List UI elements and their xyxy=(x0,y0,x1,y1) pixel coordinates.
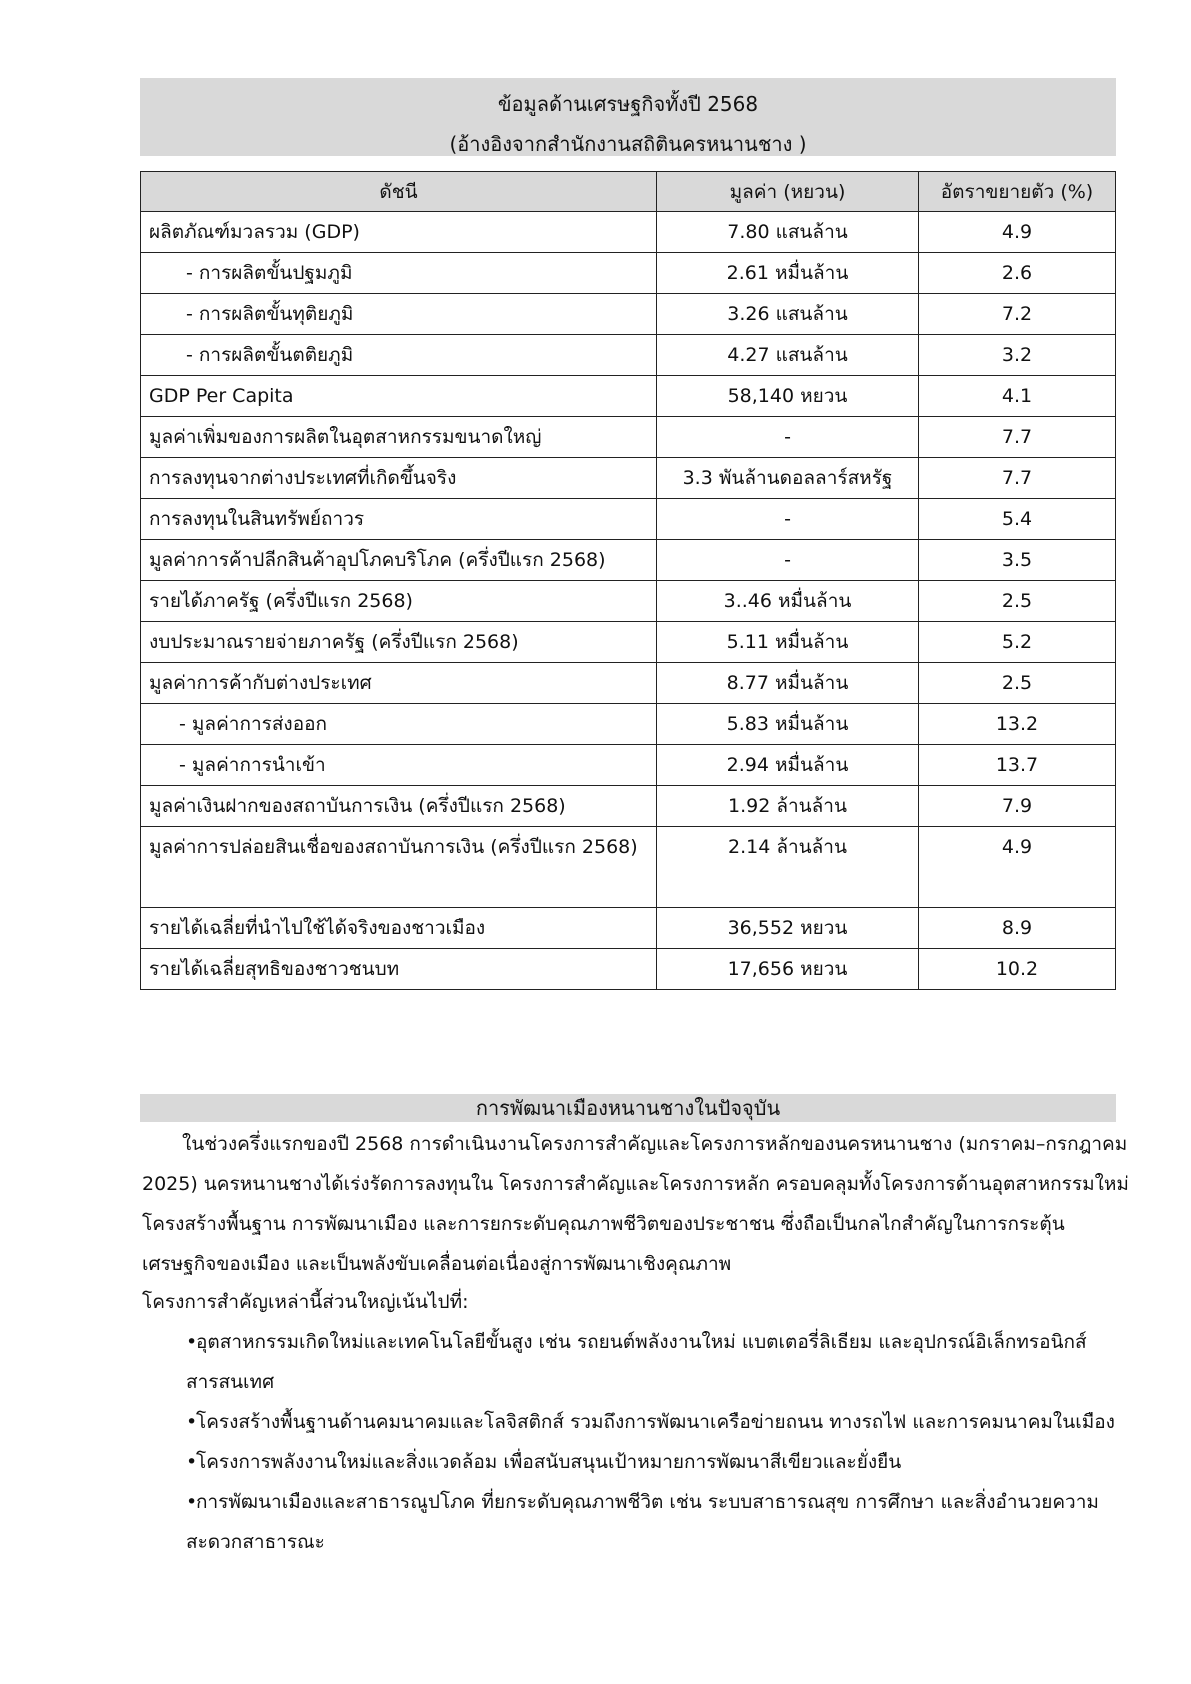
indicator-cell: - การผลิตขั้นตติยภูมิ xyxy=(141,335,657,376)
indicator-cell: มูลค่าเพิ่มของการผลิตในอุตสาหกรรมขนาดใหญ่ xyxy=(141,417,657,458)
value-cell: 2.94 หมื่นล้าน xyxy=(657,745,919,786)
indicator-cell: - มูลค่าการนำเข้า xyxy=(141,745,657,786)
focus-list xyxy=(186,1322,1146,1562)
indicator-cell: GDP Per Capita xyxy=(141,376,657,417)
indicator-cell: ผลิตภัณฑ์มวลรวม (GDP) xyxy=(141,212,657,253)
section-intro: โครงการสำคัญเหล่านี้ส่วนใหญ่เน้นไปที่: xyxy=(142,1291,469,1313)
list-item-text: โครงการพลังงานใหม่และสิ่งแวดล้อม เพื่อสนับสนุนเป้าหมายการพัฒนาสีเขียวและยั่งยืน xyxy=(196,1451,902,1473)
indicator-cell: งบประมาณรายจ่ายภาครัฐ (ครึ่งปีแรก 2568) xyxy=(141,622,657,663)
table-row xyxy=(141,458,1116,499)
bullet-icon: • xyxy=(186,1411,198,1433)
indicator-cell: การลงทุนจากต่างประเทศที่เกิดขึ้นจริง xyxy=(141,458,657,499)
page-subtitle: (อ้างอิงจากสำนักงานสถิตินครหนานชาง ) xyxy=(449,132,807,156)
column-header-value: มูลค่า (หยวน) xyxy=(657,172,919,212)
table-row xyxy=(141,376,1116,417)
growth-cell: 7.2 xyxy=(919,294,1116,335)
growth-cell: 7.7 xyxy=(919,417,1116,458)
growth-cell: 2.5 xyxy=(919,663,1116,704)
list-item xyxy=(186,1482,1146,1562)
growth-cell: 5.4 xyxy=(919,499,1116,540)
table-row xyxy=(141,581,1116,622)
bullet-icon: • xyxy=(186,1451,198,1473)
growth-cell: 2.6 xyxy=(919,253,1116,294)
table-row xyxy=(141,663,1116,704)
indicator-cell: - การผลิตขั้นทุติยภูมิ xyxy=(141,294,657,335)
growth-cell: 4.9 xyxy=(919,827,1116,908)
value-cell: 3.26 แสนล้าน xyxy=(657,294,919,335)
list-item-text: อุตสาหกรรมเกิดใหม่และเทคโนโลยีขั้นสูง เช่น รถยนต์พลังงานใหม่ แบตเตอรี่ลิเธียม และอุปกรณ์อิเล็กทรอนิกส์สารสนเทศ xyxy=(186,1331,1087,1393)
table-row xyxy=(141,949,1116,990)
table-row xyxy=(141,540,1116,581)
indicator-cell: มูลค่าการปล่อยสินเชื่อของสถาบันการเงิน (ครึ่งปีแรก 2568) xyxy=(141,827,657,908)
table-row xyxy=(141,786,1116,827)
value-cell: 2.61 หมื่นล้าน xyxy=(657,253,919,294)
growth-cell: 10.2 xyxy=(919,949,1116,990)
growth-cell: 13.7 xyxy=(919,745,1116,786)
column-header-indicator: ดัชนี xyxy=(141,172,657,212)
growth-cell: 8.9 xyxy=(919,908,1116,949)
value-cell: 1.92 ล้านล้าน xyxy=(657,786,919,827)
table-row xyxy=(141,417,1116,458)
growth-cell: 3.2 xyxy=(919,335,1116,376)
indicator-cell: รายได้ภาครัฐ (ครึ่งปีแรก 2568) xyxy=(141,581,657,622)
indicator-cell: - มูลค่าการส่งออก xyxy=(141,704,657,745)
value-cell: 5.11 หมื่นล้าน xyxy=(657,622,919,663)
table-row xyxy=(141,294,1116,335)
list-item xyxy=(186,1322,1146,1402)
list-item xyxy=(186,1402,1146,1442)
table-row xyxy=(141,908,1116,949)
value-cell: 36,552 หยวน xyxy=(657,908,919,949)
value-cell: - xyxy=(657,540,919,581)
table-row xyxy=(141,212,1116,253)
bullet-icon: • xyxy=(186,1491,198,1513)
value-cell: 3..46 หมื่นล้าน xyxy=(657,581,919,622)
indicator-cell: มูลค่าการค้าปลีกสินค้าอุปโภคบริโภค (ครึ่งปีแรก 2568) xyxy=(141,540,657,581)
indicator-cell: การลงทุนในสินทรัพย์ถาวร xyxy=(141,499,657,540)
table-caption xyxy=(140,78,1116,156)
growth-cell: 13.2 xyxy=(919,704,1116,745)
value-cell: 8.77 หมื่นล้าน xyxy=(657,663,919,704)
growth-cell: 7.7 xyxy=(919,458,1116,499)
growth-cell: 4.9 xyxy=(919,212,1116,253)
indicator-cell: รายได้เฉลี่ยที่นำไปใช้ได้จริงของชาวเมือง xyxy=(141,908,657,949)
growth-cell: 5.2 xyxy=(919,622,1116,663)
column-header-growth: อัตราขยายตัว (%) xyxy=(919,172,1116,212)
list-item-text: การพัฒนาเมืองและสาธารณูปโภค ที่ยกระดับคุณภาพชีวิต เช่น ระบบสาธารณสุข การศึกษา และสิ่งอำนวยความสะดวกสาธารณะ xyxy=(186,1491,1099,1553)
value-cell: - xyxy=(657,417,919,458)
value-cell: - xyxy=(657,499,919,540)
table-row xyxy=(141,622,1116,663)
indicator-cell: มูลค่าการค้ากับต่างประเทศ xyxy=(141,663,657,704)
table-row xyxy=(141,499,1116,540)
value-cell: 7.80 แสนล้าน xyxy=(657,212,919,253)
growth-cell: 7.9 xyxy=(919,786,1116,827)
value-cell: 2.14 ล้านล้าน xyxy=(657,827,919,908)
list-item-text: โครงสร้างพื้นฐานด้านคมนาคมและโลจิสติกส์ รวมถึงการพัฒนาเครือข่ายถนน ทางรถไฟ และการคมนาคมในเมือง xyxy=(196,1411,1115,1433)
growth-cell: 3.5 xyxy=(919,540,1116,581)
page-title: ข้อมูลด้านเศรษฐกิจทั้งปี 2568 xyxy=(497,92,759,116)
growth-cell: 2.5 xyxy=(919,581,1116,622)
bullet-icon: • xyxy=(186,1331,198,1353)
table-row xyxy=(141,827,1116,908)
table-row xyxy=(141,253,1116,294)
value-cell: 4.27 แสนล้าน xyxy=(657,335,919,376)
indicator-cell: รายได้เฉลี่ยสุทธิของชาวชนบท xyxy=(141,949,657,990)
value-cell: 17,656 หยวน xyxy=(657,949,919,990)
growth-cell: 4.1 xyxy=(919,376,1116,417)
value-cell: 5.83 หมื่นล้าน xyxy=(657,704,919,745)
value-cell: 58,140 หยวน xyxy=(657,376,919,417)
economic-data-table xyxy=(140,171,1116,990)
table-row xyxy=(141,335,1116,376)
section-heading: การพัฒนาเมืองหนานชางในปัจจุบัน xyxy=(140,1094,1116,1122)
indicator-cell: - การผลิตขั้นปฐมภูมิ xyxy=(141,253,657,294)
table-header-row xyxy=(141,172,1116,212)
list-item xyxy=(186,1442,1146,1482)
table-row xyxy=(141,745,1116,786)
section-paragraph: ในช่วงครึ่งแรกของปี 2568 การดำเนินงานโครงการสำคัญและโครงการหลักของนครหนานชาง (มกราคม–กรกฎาคม 2025) นครหนานชางได้เร่งรัดการลงทุนใน โครงการสำคัญและโครงการหลัก ครอบคลุมทั้งโครงการด้านอุตสาหกรรมใหม่ โครงสร้างพื้นฐาน การพัฒนาเมือง และการยกระดับคุณภาพชีวิตของประชาชน ซึ่งถือเป็นกลไกสำคัญในการกระตุ้นเศรษฐกิจของเมือง และเป็นพลังขับเคลื่อนต่อเนื่องสู่การพัฒนาเชิงคุณภาพ xyxy=(142,1133,1129,1275)
table-row xyxy=(141,704,1116,745)
indicator-cell: มูลค่าเงินฝากของสถาบันการเงิน (ครึ่งปีแรก 2568) xyxy=(141,786,657,827)
value-cell: 3.3 พันล้านดอลลาร์สหรัฐ xyxy=(657,458,919,499)
